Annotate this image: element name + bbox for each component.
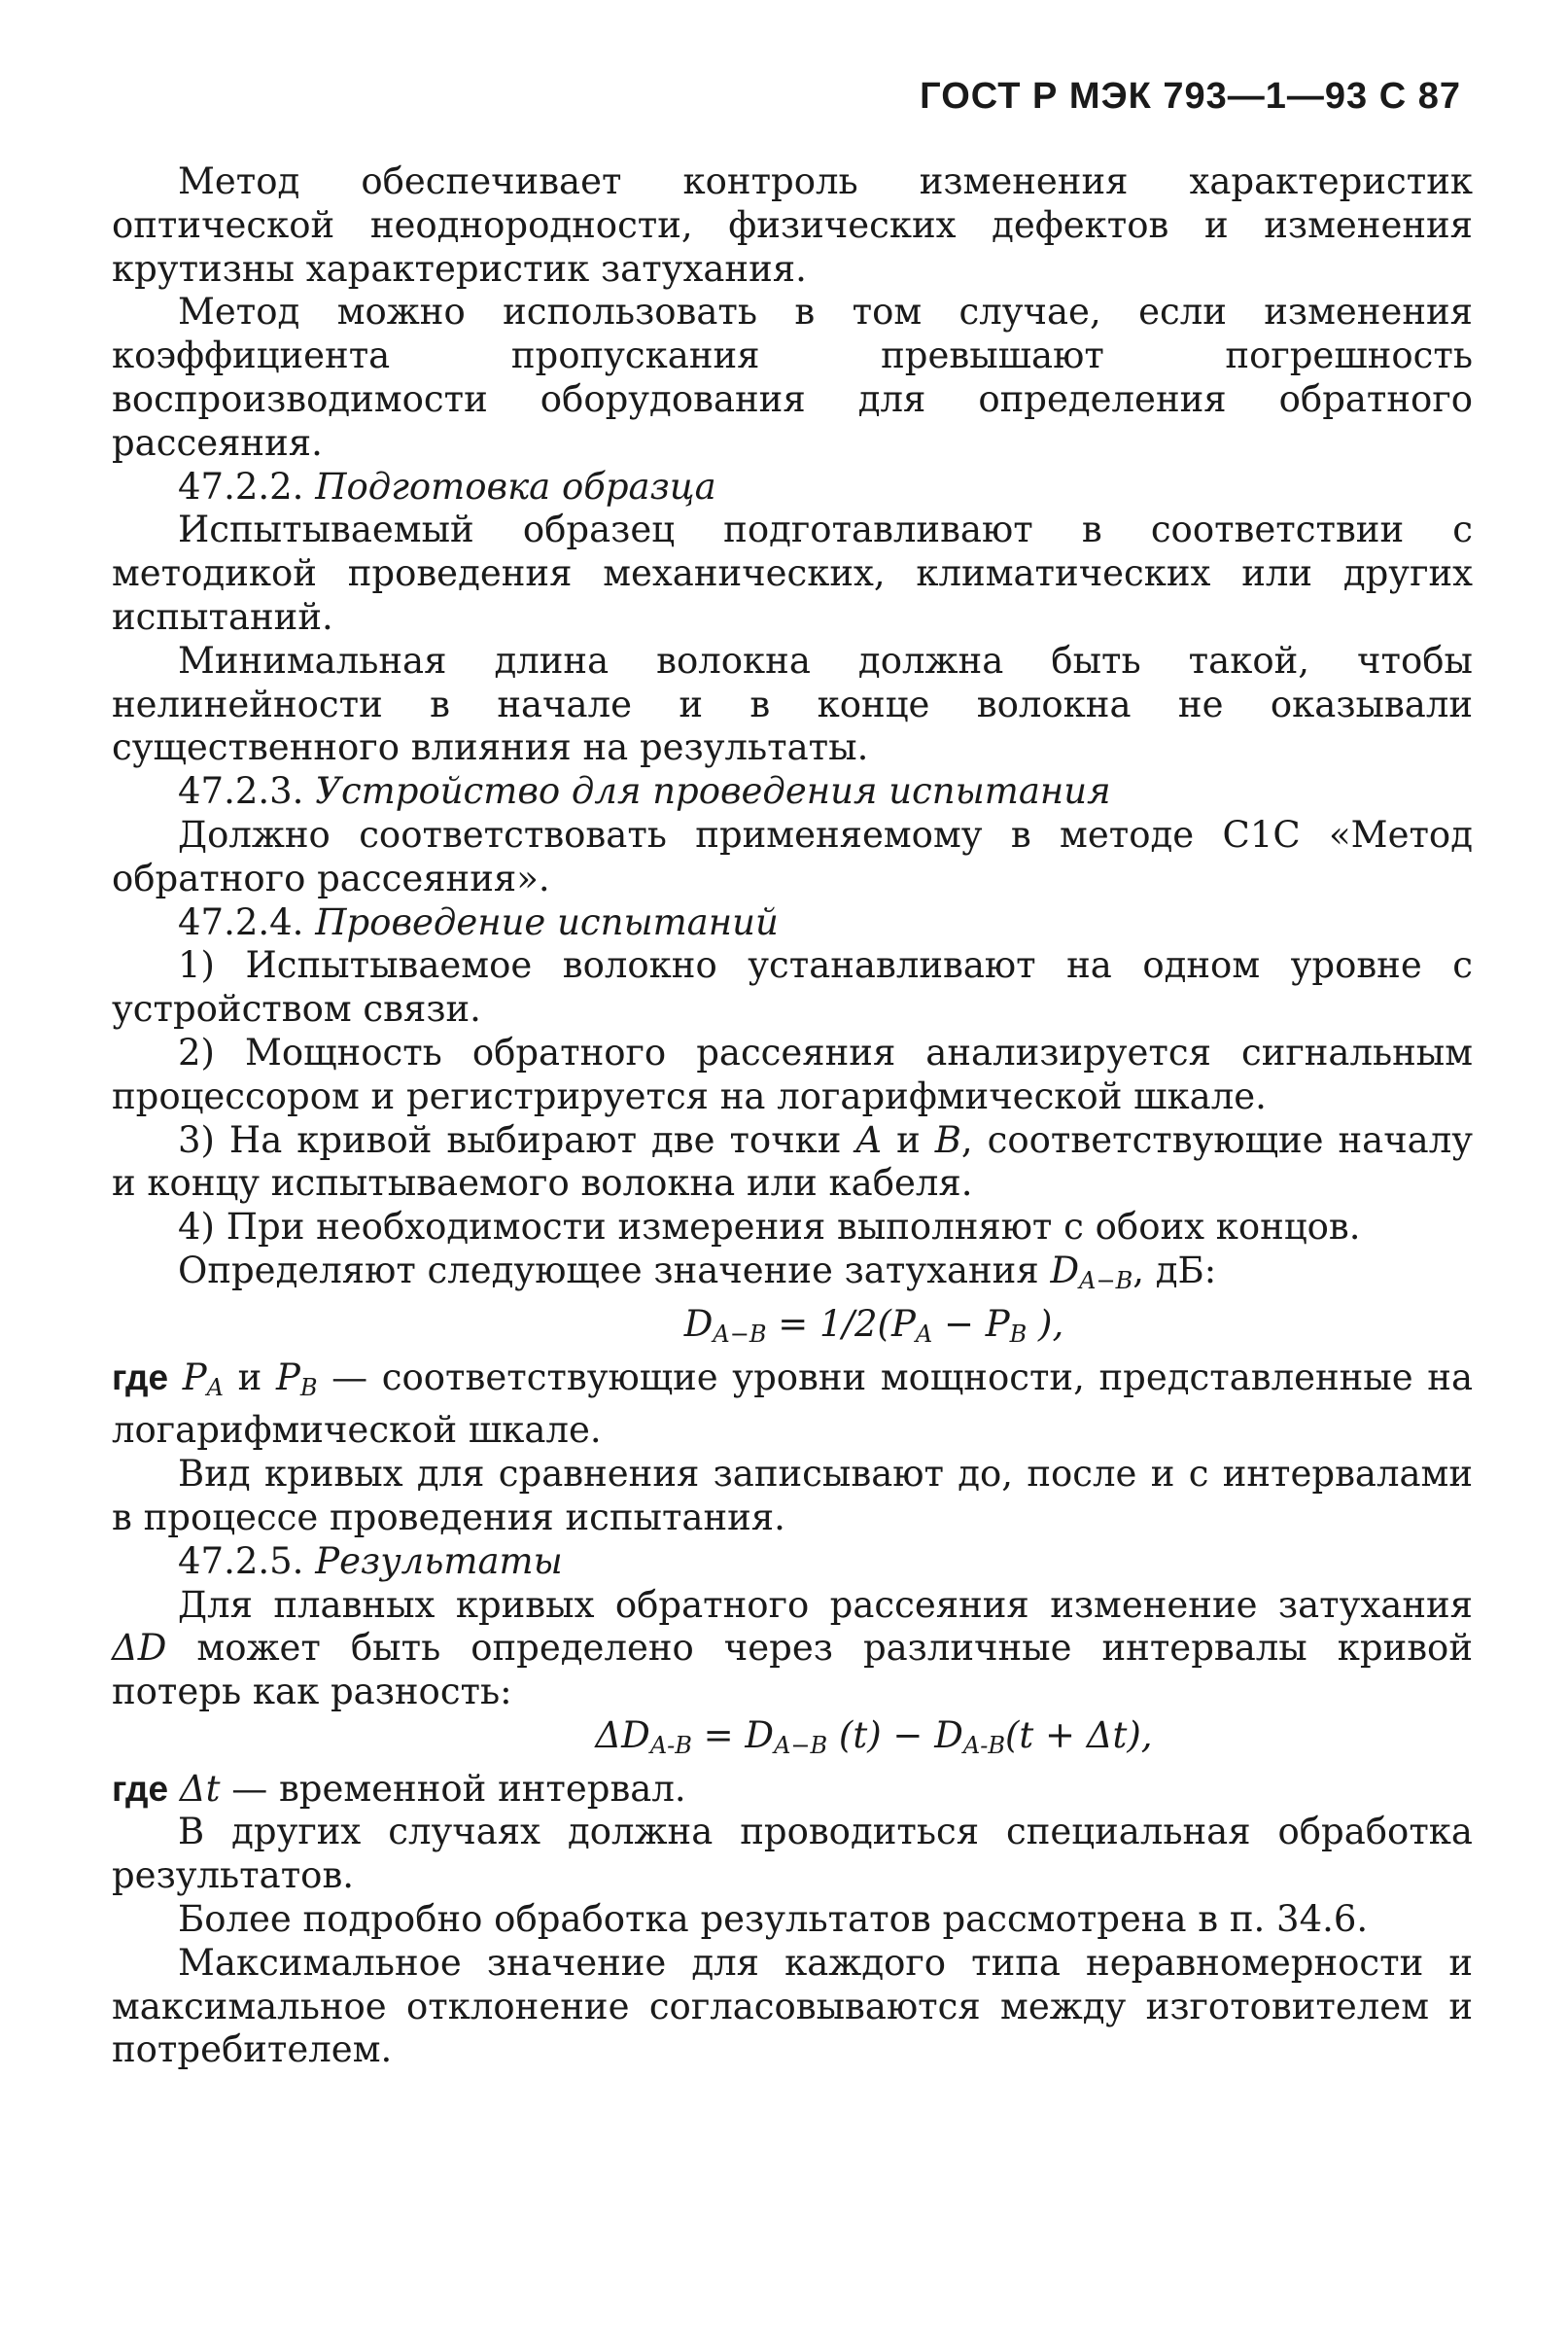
paragraph-method-usage: Метод можно использовать в том случае, если изменения коэффициента пропускания превышают погрешность воспроизводимости оборудования для определения обратного рассеяния. bbox=[112, 291, 1473, 464]
list-text: и bbox=[882, 1118, 935, 1161]
paragraph-text: Для плавных кривых обратного рассеяния изменение затухания bbox=[178, 1583, 1473, 1626]
power-subscript: A bbox=[206, 1373, 224, 1401]
section-number: 47.2.2. bbox=[178, 465, 304, 508]
paragraph-fiber-length: Минимальная длина волокна должна быть такой, чтобы нелинейности в начале и в конце волокна не оказывали существенного влияния на результаты. bbox=[112, 639, 1473, 769]
paragraph-text: , дБ: bbox=[1132, 1249, 1217, 1291]
paragraph-where-power bbox=[112, 1356, 1473, 1454]
attenuation-subscript: A−B bbox=[1079, 1266, 1133, 1294]
formula-part: = 1/2(P bbox=[766, 1302, 916, 1345]
paragraph-attenuation-def bbox=[112, 1250, 1473, 1303]
paragraph-method-purpose: Метод обеспечивает контроль изменения характеристик оптической неоднородности, физических дефектов и изменения крутизны характеристик затухания. bbox=[112, 160, 1473, 290]
section-heading-sample-prep bbox=[112, 466, 1473, 510]
section-title: Устройство для проведения испытания bbox=[315, 770, 1111, 813]
delta-t-symbol: Δt bbox=[179, 1767, 221, 1810]
formula-part: ΔD bbox=[595, 1713, 650, 1756]
point-a-symbol: A bbox=[855, 1118, 883, 1161]
paragraph-max-values: Максимальное значение для каждого типа неравномерности и максимальное отклонение согласовываются между изготовителем и потребителем. bbox=[112, 1941, 1473, 2071]
power-subscript: B bbox=[299, 1373, 318, 1401]
formula-part: D bbox=[683, 1302, 714, 1345]
where-label: где bbox=[112, 1356, 169, 1397]
list-item: 1) Испытываемое волокно устанавливают на одном уровне с устройством связи. bbox=[112, 944, 1473, 1031]
paragraph-text: может быть определено через различные интервалы кривой потерь как разность: bbox=[112, 1627, 1473, 1713]
formula-part: = D bbox=[691, 1713, 775, 1756]
formula-attenuation bbox=[112, 1303, 1473, 1356]
power-symbol: P bbox=[275, 1356, 300, 1398]
paragraph-text: и bbox=[223, 1356, 276, 1398]
attenuation-symbol: D bbox=[1050, 1249, 1080, 1291]
formula-subscript: A-B bbox=[962, 1731, 1005, 1759]
delta-d-symbol: ΔD bbox=[112, 1627, 167, 1670]
section-title: Результаты bbox=[315, 1539, 563, 1582]
power-symbol: P bbox=[182, 1356, 207, 1398]
section-number: 47.2.4. bbox=[178, 900, 304, 943]
paragraph-where-time bbox=[112, 1768, 1473, 1812]
list-text: , соответствующие началу и концу испытываемого волокна или кабеля. bbox=[112, 1118, 1474, 1205]
paragraph-reference: Более подробно обработка результатов рассмотрена в п. 34.6. bbox=[178, 1898, 1369, 1941]
formula-subscript: A−B bbox=[774, 1731, 828, 1759]
section-title: Подготовка образца bbox=[315, 465, 716, 508]
formula-subscript: A−B bbox=[713, 1320, 767, 1348]
list-item: 4) При необходимости измерения выполняют с обоих концов. bbox=[178, 1206, 1361, 1249]
section-heading-procedure bbox=[112, 901, 1473, 945]
point-b-symbol: B bbox=[934, 1118, 961, 1161]
formula-subscript: A-B bbox=[649, 1731, 692, 1759]
list-item bbox=[112, 1119, 1473, 1207]
list-text: 3) На кривой выбирают две точки bbox=[178, 1118, 856, 1161]
paragraph-text: Определяют следующее значение затухания bbox=[178, 1249, 1051, 1291]
formula-part: − P bbox=[932, 1302, 1010, 1345]
formula-subscript: A bbox=[915, 1320, 933, 1348]
paragraph-text: — временной интервал. bbox=[220, 1767, 686, 1810]
paragraph-special-processing: В других случаях должна проводиться специальная обработка результатов. bbox=[112, 1811, 1473, 1897]
section-number: 47.2.5. bbox=[178, 1539, 304, 1582]
paragraph-attenuation-change bbox=[112, 1584, 1473, 1714]
formula-part: (t) − D bbox=[827, 1713, 963, 1756]
formula-delta-attenuation bbox=[112, 1714, 1473, 1768]
formula-subscript: B bbox=[1009, 1320, 1028, 1348]
section-heading-results bbox=[112, 1540, 1473, 1584]
paragraph-curves-record: Вид кривых для сравнения записывают до, после и с интервалами в процессе проведения испытания. bbox=[112, 1453, 1473, 1538]
page-header: ГОСТ Р МЭК 793—1—93 С 87 bbox=[920, 76, 1461, 117]
document-body bbox=[112, 160, 1473, 2072]
paragraph-sample-prep: Испытываемый образец подготавливают в соответствии с методикой проведения механических, климатических или других испытаний. bbox=[112, 509, 1473, 638]
list-item: 2) Мощность обратного рассеяния анализируется сигнальным процессором и регистрируется на логарифмической шкале. bbox=[112, 1031, 1473, 1117]
formula-part: ), bbox=[1027, 1302, 1064, 1345]
section-title: Проведение испытаний bbox=[315, 900, 779, 943]
section-heading-apparatus bbox=[112, 770, 1473, 814]
paragraph-text: — соответствующие уровни мощности, представленные на логарифмической шкале. bbox=[112, 1356, 1474, 1452]
formula-part: (t + Δt), bbox=[1004, 1713, 1153, 1756]
paragraph-apparatus: Должно соответствовать применяемому в методе С1С «Метод обратного рассеяния». bbox=[112, 813, 1473, 899]
section-number: 47.2.3. bbox=[178, 770, 304, 813]
where-label: где bbox=[112, 1768, 169, 1809]
